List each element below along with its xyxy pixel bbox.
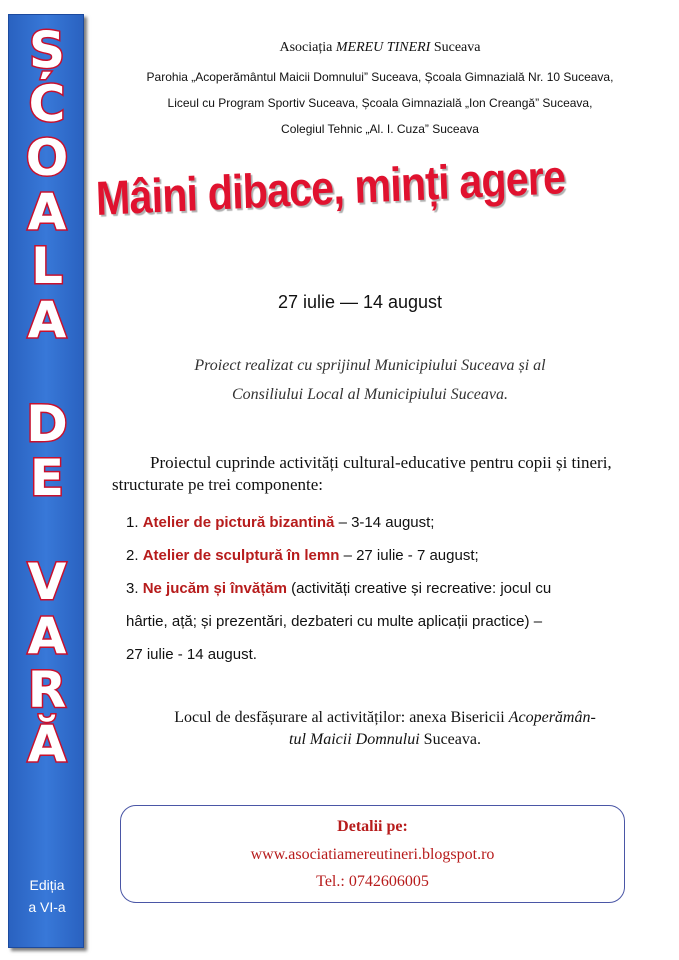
sidebar-letter: R <box>27 661 67 719</box>
location-prefix: Locul de desfășurare al activităților: anexa Bisericii <box>174 709 509 726</box>
component-detail: (activități creative și recreative: jocul cu <box>286 580 552 597</box>
project-support-line-1: Proiect realizat cu sprijinul Municipiului Suceava și al <box>194 357 546 374</box>
phone-number[interactable]: Tel.: 0742606005 <box>316 873 429 890</box>
sidebar-letters <box>9 23 85 771</box>
location-suffix: Suceava. <box>419 731 481 748</box>
sidebar-letter: A <box>27 291 67 349</box>
component-detail-continued: hârtie, ață; și prezentări, dezbateri cu multe aplicații practice) – <box>126 613 543 630</box>
sidebar-letter: O <box>25 129 69 187</box>
sidebar-letter: C <box>28 75 66 133</box>
church-name-part-2: tul Maicii Domnului <box>289 731 420 748</box>
component-number: 1. <box>126 514 143 531</box>
church-name-part-1: Acoperămân- <box>508 709 596 726</box>
component-name: Atelier de sculptură în lemn <box>142 547 340 564</box>
edition-number: a VI-a <box>28 899 66 915</box>
association-name: MEREU TINERI <box>335 40 431 55</box>
sidebar-letter: Ă <box>27 715 67 773</box>
sidebar-letter: A <box>27 183 67 241</box>
website-link[interactable]: www.asociatiamereutineri.blogspot.ro <box>250 846 495 863</box>
sidebar-letter: D <box>26 395 68 453</box>
project-support-line-2: Consiliului Local al Municipiului Suceava. <box>232 386 508 403</box>
sidebar-letter: Ș <box>28 21 65 79</box>
component-item <box>126 512 606 534</box>
partners-line-3: Colegiul Tehnic „Al. I. Cuza” Suceava <box>281 122 479 136</box>
event-dates: 27 iulie — 14 august <box>277 292 443 312</box>
association-line <box>100 40 660 56</box>
contact-label: Detalii pe: <box>337 818 408 835</box>
partners-line-2: Liceul cu Program Sportiv Suceava, Școala Gimnazială „Ion Creangă” Suceava, <box>167 96 593 110</box>
component-detail: – 27 iulie - 7 august; <box>339 547 479 564</box>
location-paragraph <box>120 707 650 751</box>
component-name: Ne jucăm și învățăm <box>142 580 287 597</box>
intro-paragraph: Proiectul cuprinde activități cultural-educative pentru copii și tineri, structurate pe trei componente: <box>112 453 612 494</box>
component-dates: 27 iulie - 14 august. <box>126 646 257 663</box>
sidebar-letter: L <box>31 237 63 295</box>
sidebar-letter: V <box>27 553 67 611</box>
contact-box <box>120 805 625 903</box>
sidebar-letter: E <box>29 449 65 507</box>
association-prefix: Asociația <box>279 40 336 55</box>
component-detail: – 3-14 august; <box>334 514 435 531</box>
sidebar-banner <box>8 14 84 948</box>
component-item <box>126 545 606 567</box>
association-suffix: Suceava <box>430 40 481 55</box>
sidebar-letter: A <box>27 607 67 665</box>
component-item <box>126 578 606 600</box>
component-name: Atelier de pictură bizantină <box>142 514 335 531</box>
partners-line-1: Parohia „Acoperământul Maicii Domnului” Suceava, Școala Gimnazială Nr. 10 Suceava, <box>146 70 614 84</box>
component-number: 2. <box>126 547 143 564</box>
page-title: Mâini dibace, minți agere <box>95 151 566 226</box>
edition-label: Ediția <box>29 877 65 893</box>
component-number: 3. <box>126 580 143 597</box>
